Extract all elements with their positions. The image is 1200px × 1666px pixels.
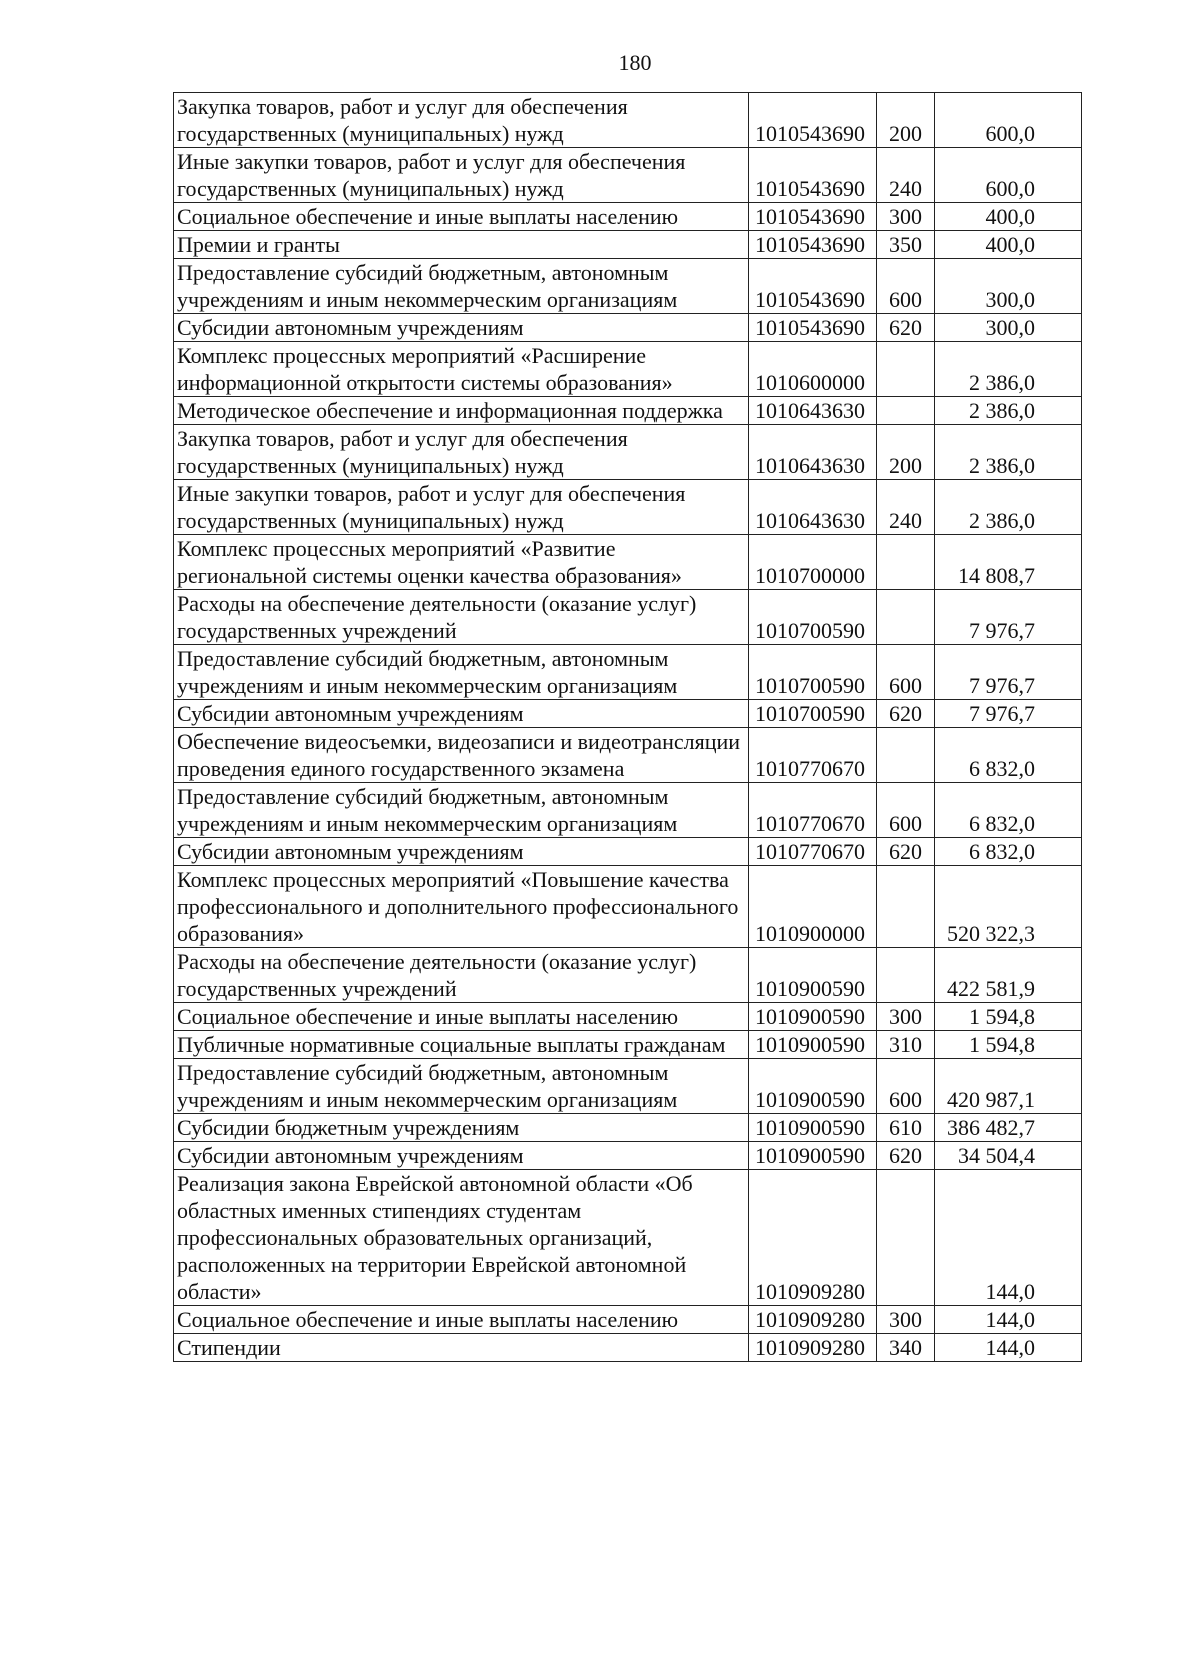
row-amount-cell: 7 976,7 (935, 645, 1082, 700)
row-amount-cell: 420 987,1 (935, 1059, 1082, 1114)
row-type-cell (877, 948, 935, 1003)
row-type-cell (877, 342, 935, 397)
table-row (174, 1003, 1082, 1031)
row-amount-cell: 6 832,0 (935, 783, 1082, 838)
row-type-cell: 310 (877, 1031, 935, 1059)
row-code-cell: 1010770670 (749, 838, 877, 866)
row-amount-cell: 600,0 (935, 93, 1082, 148)
row-type-cell (877, 590, 935, 645)
row-name-cell: Реализация закона Еврейской автономной области «Об областных именных стипендиях студентам профессиональных образовательных организаций, расположенных на территории Еврейской автономной области» (174, 1170, 749, 1306)
table-row (174, 1142, 1082, 1170)
row-amount-cell: 7 976,7 (935, 590, 1082, 645)
row-code-cell: 1010770670 (749, 728, 877, 783)
row-amount-cell: 34 504,4 (935, 1142, 1082, 1170)
row-amount-cell: 14 808,7 (935, 535, 1082, 590)
row-code-cell: 1010543690 (749, 148, 877, 203)
row-name-cell: Субсидии автономным учреждениям (174, 1142, 749, 1170)
row-name-cell: Методическое обеспечение и информационная поддержка (174, 397, 749, 425)
table-row (174, 93, 1082, 148)
row-type-cell: 200 (877, 93, 935, 148)
table-row (174, 1031, 1082, 1059)
row-type-cell (877, 1170, 935, 1306)
table-body (174, 93, 1082, 1362)
row-code-cell: 1010600000 (749, 342, 877, 397)
row-name-cell: Премии и гранты (174, 231, 749, 259)
table-row (174, 1334, 1082, 1362)
row-type-cell: 600 (877, 1059, 935, 1114)
row-type-cell (877, 728, 935, 783)
row-code-cell: 1010900590 (749, 1031, 877, 1059)
table-row (174, 1114, 1082, 1142)
row-code-cell: 1010643630 (749, 397, 877, 425)
row-amount-cell: 144,0 (935, 1334, 1082, 1362)
row-code-cell: 1010543690 (749, 314, 877, 342)
table-row (174, 259, 1082, 314)
row-name-cell: Социальное обеспечение и иные выплаты населению (174, 203, 749, 231)
row-name-cell: Социальное обеспечение и иные выплаты населению (174, 1003, 749, 1031)
row-amount-cell: 520 322,3 (935, 866, 1082, 948)
row-code-cell: 1010900590 (749, 1003, 877, 1031)
table-row (174, 948, 1082, 1003)
row-type-cell (877, 397, 935, 425)
row-name-cell: Субсидии автономным учреждениям (174, 700, 749, 728)
row-name-cell: Закупка товаров, работ и услуг для обеспечения государственных (муниципальных) нужд (174, 93, 749, 148)
row-code-cell: 1010909280 (749, 1306, 877, 1334)
row-code-cell: 1010900590 (749, 948, 877, 1003)
row-type-cell (877, 866, 935, 948)
row-name-cell: Предоставление субсидий бюджетным, автономным учреждениям и иным некоммерческим организациям (174, 645, 749, 700)
table-row (174, 645, 1082, 700)
row-code-cell: 1010700590 (749, 645, 877, 700)
row-type-cell: 610 (877, 1114, 935, 1142)
row-name-cell: Комплекс процессных мероприятий «Повышение качества профессионального и дополнительного профессионального образования» (174, 866, 749, 948)
row-amount-cell: 144,0 (935, 1306, 1082, 1334)
table-row (174, 231, 1082, 259)
row-name-cell: Предоставление субсидий бюджетным, автономным учреждениям и иным некоммерческим организациям (174, 783, 749, 838)
row-name-cell: Иные закупки товаров, работ и услуг для обеспечения государственных (муниципальных) нужд (174, 148, 749, 203)
row-amount-cell: 6 832,0 (935, 728, 1082, 783)
row-code-cell: 1010643630 (749, 425, 877, 480)
row-code-cell: 1010900590 (749, 1059, 877, 1114)
row-name-cell: Расходы на обеспечение деятельности (оказание услуг) государственных учреждений (174, 590, 749, 645)
table-row (174, 700, 1082, 728)
row-type-cell: 620 (877, 838, 935, 866)
row-amount-cell: 2 386,0 (935, 480, 1082, 535)
row-type-cell: 300 (877, 1003, 935, 1031)
row-type-cell: 620 (877, 700, 935, 728)
row-amount-cell: 400,0 (935, 203, 1082, 231)
table-row (174, 397, 1082, 425)
table-row (174, 838, 1082, 866)
row-type-cell: 240 (877, 480, 935, 535)
row-type-cell: 350 (877, 231, 935, 259)
table-row (174, 314, 1082, 342)
row-name-cell: Стипендии (174, 1334, 749, 1362)
row-code-cell: 1010700590 (749, 700, 877, 728)
row-type-cell: 600 (877, 645, 935, 700)
row-name-cell: Предоставление субсидий бюджетным, автономным учреждениям и иным некоммерческим организациям (174, 259, 749, 314)
table-row (174, 783, 1082, 838)
table-row (174, 1059, 1082, 1114)
row-code-cell: 1010543690 (749, 231, 877, 259)
table-row (174, 480, 1082, 535)
budget-table (173, 92, 1082, 1362)
row-name-cell: Закупка товаров, работ и услуг для обеспечения государственных (муниципальных) нужд (174, 425, 749, 480)
table-row (174, 728, 1082, 783)
row-amount-cell: 1 594,8 (935, 1003, 1082, 1031)
row-name-cell: Предоставление субсидий бюджетным, автономным учреждениям и иным некоммерческим организациям (174, 1059, 749, 1114)
row-amount-cell: 2 386,0 (935, 397, 1082, 425)
row-amount-cell: 300,0 (935, 314, 1082, 342)
row-type-cell: 300 (877, 1306, 935, 1334)
page-number: 180 (618, 50, 652, 75)
table-row (174, 590, 1082, 645)
row-name-cell: Публичные нормативные социальные выплаты гражданам (174, 1031, 749, 1059)
row-amount-cell: 400,0 (935, 231, 1082, 259)
row-type-cell: 600 (877, 783, 935, 838)
row-code-cell: 1010543690 (749, 259, 877, 314)
row-type-cell: 340 (877, 1334, 935, 1362)
row-amount-cell: 422 581,9 (935, 948, 1082, 1003)
row-amount-cell: 2 386,0 (935, 342, 1082, 397)
row-name-cell: Социальное обеспечение и иные выплаты населению (174, 1306, 749, 1334)
row-code-cell: 1010770670 (749, 783, 877, 838)
row-name-cell: Комплекс процессных мероприятий «Развитие региональной системы оценки качества образования» (174, 535, 749, 590)
row-name-cell: Иные закупки товаров, работ и услуг для обеспечения государственных (муниципальных) нужд (174, 480, 749, 535)
row-code-cell: 1010900000 (749, 866, 877, 948)
table-row (174, 1170, 1082, 1306)
row-amount-cell: 7 976,7 (935, 700, 1082, 728)
row-amount-cell: 144,0 (935, 1170, 1082, 1306)
row-code-cell: 1010700590 (749, 590, 877, 645)
table-row (174, 425, 1082, 480)
table-row (174, 1306, 1082, 1334)
row-code-cell: 1010900590 (749, 1142, 877, 1170)
row-name-cell: Обеспечение видеосъемки, видеозаписи и видеотрансляции проведения единого государственного экзамена (174, 728, 749, 783)
row-code-cell: 1010543690 (749, 203, 877, 231)
row-code-cell: 1010909280 (749, 1170, 877, 1306)
row-code-cell: 1010643630 (749, 480, 877, 535)
table-row (174, 866, 1082, 948)
row-type-cell: 200 (877, 425, 935, 480)
table-row (174, 535, 1082, 590)
row-type-cell: 240 (877, 148, 935, 203)
row-code-cell: 1010900590 (749, 1114, 877, 1142)
row-name-cell: Субсидии бюджетным учреждениям (174, 1114, 749, 1142)
table-row (174, 148, 1082, 203)
row-code-cell: 1010700000 (749, 535, 877, 590)
row-name-cell: Расходы на обеспечение деятельности (оказание услуг) государственных учреждений (174, 948, 749, 1003)
row-type-cell: 600 (877, 259, 935, 314)
row-amount-cell: 600,0 (935, 148, 1082, 203)
row-type-cell: 620 (877, 1142, 935, 1170)
row-code-cell: 1010543690 (749, 93, 877, 148)
row-amount-cell: 386 482,7 (935, 1114, 1082, 1142)
row-code-cell: 1010909280 (749, 1334, 877, 1362)
row-type-cell: 300 (877, 203, 935, 231)
row-type-cell: 620 (877, 314, 935, 342)
row-type-cell (877, 535, 935, 590)
row-name-cell: Субсидии автономным учреждениям (174, 838, 749, 866)
table-row (174, 203, 1082, 231)
row-amount-cell: 6 832,0 (935, 838, 1082, 866)
row-amount-cell: 1 594,8 (935, 1031, 1082, 1059)
row-name-cell: Комплекс процессных мероприятий «Расширение информационной открытости системы образования» (174, 342, 749, 397)
table-row (174, 342, 1082, 397)
row-amount-cell: 2 386,0 (935, 425, 1082, 480)
row-name-cell: Субсидии автономным учреждениям (174, 314, 749, 342)
row-amount-cell: 300,0 (935, 259, 1082, 314)
